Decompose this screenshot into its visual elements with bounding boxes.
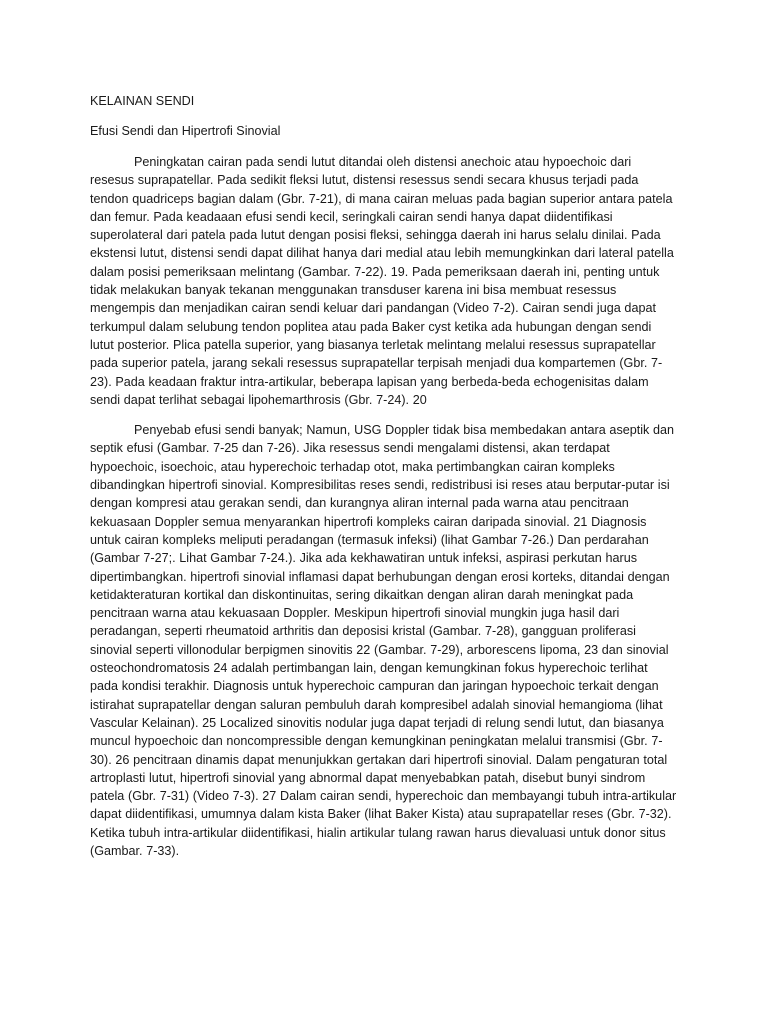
document-title: KELAINAN SENDI	[90, 94, 195, 108]
paragraph-1: Peningkatan cairan pada sendi lutut ditandai oleh distensi anechoic atau hypoechoic dari resesus suprapatellar. Pada sedikit fleksi lutut, distensi resessus sendi secara khusus terjadi pada tendon quadriceps bagian dalam (Gbr. 7-21), di mana cairan meluas pada bagian superior antara patela dan femur. Pada keadaaan efusi sendi kecil, seringkali cairan sendi hanya dapat diidentifikasi superolateral dari patela pada lutut dengan posisi fleksi, sehingga daerah ini harus selalu dinilai. Pada ekstensi lutut, distensi sendi dapat dilihat hanya dari medial atau lebih memungkinkan dari lateral patella dalam posisi pemeriksaan melintang (Gambar. 7-22). 19. Pada pemeriksaan daerah ini, penting untuk tidak melakukan banyak tekanan menggunakan transduser karena ini bisa membuat resessus mengempis dan menjadikan cairan sendi keluar dari pandangan (Video 7-2). Cairan sendi juga dapat terkumpul dalam selubung tendon poplitea atau pada Baker cyst ketika ada hubungan dengan sendi lutut posterior. Plica patella superior, yang biasanya terletak melintang melalui resessus suprapatellar pada superior patela, jarang sekali resessus suprapatellar terpisah menjadi dua kompartemen (Gbr. 7-23). Pada keadaan fraktur intra-artikular, beberapa lapisan yang berbeda-beda echogenisitas dalam sendi dapat terlihat sebagai lipohemarthrosis (Gbr. 7-24). 20	[90, 155, 674, 407]
document-body	[90, 92, 678, 872]
paragraph-2: Penyebab efusi sendi banyak; Namun, USG Doppler tidak bisa membedakan antara aseptik dan septik efusi (Gambar. 7-25 dan 7-26). Jika resessus sendi mengalami distensi, akan terdapat hypoechoic, isoechoic, atau hyperechoic terhadap otot, maka pertimbangkan cairan kompleks dibandingkan hipertrofi sinovial. Kompresibilitas reses sendi, redistribusi isi reses atau berputar-putar isi dengan kompresi atau gerakan sendi, dan kurangnya aliran internal pada warna atau pencitraan kekuasaan Doppler semua menyarankan hipertrofi kompleks cairan daripada sinovial. 21 Diagnosis untuk cairan kompleks meliputi peradangan (termasuk infeksi) (lihat Gambar 7-26.) Dan perdarahan (Gambar 7-27;. Lihat Gambar 7-24.). Jika ada kekhawatiran untuk infeksi, aspirasi perkutan harus dipertimbangkan. hipertrofi sinovial inflamasi dapat berhubungan dengan erosi korteks, ditandai dengan ketidakteraturan kortikal dan diskontinuitas, sering dikaitkan dengan aliran darah meningkat pada pencitraan warna atau kekuasaan Doppler. Meskipun hipertrofi sinovial mungkin juga hasil dari peradangan, seperti rheumatoid arthritis dan deposisi kristal (Gambar. 7-28), gangguan proliferasi sinovial seperti villonodular berpigmen sinovitis 22 (Gambar. 7-29), arborescens lipoma, 23 dan sinovial osteochondromatosis 24 adalah pertimbangan lain, dengan kemungkinan fokus hyperechoic terlihat pada kondisi terakhir. Diagnosis untuk hyperechoic campuran dan jaringan hypoechoic terkait dengan istirahat suprapatellar dengan saluran pembuluh darah kompresibel adalah sinovial hemangioma (lihat Vascular Kelainan). 25 Localized sinovitis nodular juga dapat terjadi di relung sendi lutut, dan biasanya muncul hypoechoic dan noncompressible dengan kemungkinan peningkatan melalui transmisi (Gbr. 7-30). 26 pencitraan dinamis dapat menunjukkan gertakan dari hipertrofi sinovial. Dalam pengaturan total artroplasti lutut, hipertrofi sinovial yang abnormal dapat menyebabkan patah, disebut bunyi sindrom patela (Gbr. 7-31) (Video 7-3). 27 Dalam cairan sendi, hyperechoic dan membayangi tubuh intra-artikular dapat diidentifikasi, umumnya dalam kista Baker (lihat Baker Kista) atau suprapatellar reses (Gbr. 7-32). Ketika tubuh intra-artikular diidentifikasi, hialin artikular tulang rawan harus dievaluasi untuk donor situs (Gambar. 7-33).	[90, 423, 677, 858]
section-heading: Efusi Sendi dan Hipertrofi Sinovial	[90, 124, 281, 138]
